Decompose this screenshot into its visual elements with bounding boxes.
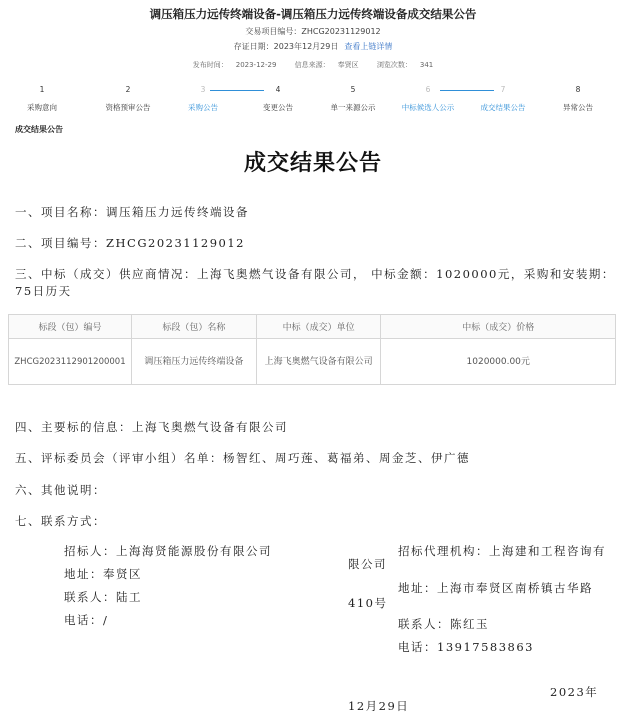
buyer-name: 招标人：上海海贤能源股份有限公司 (64, 544, 272, 558)
step-result-notice[interactable]: 7 成交结果公告 (480, 85, 526, 112)
project-code-value: ZHCG20231129012 (301, 27, 381, 36)
item-other-notes: 六、其他说明： (15, 483, 106, 497)
buyer-contact: 联系人：陆工 (64, 590, 142, 604)
step-change-notice[interactable]: 4 变更公告 (263, 85, 293, 112)
award-table (8, 314, 616, 385)
step-single-source[interactable]: 5 单一来源公示 (330, 85, 376, 112)
project-code-line (0, 26, 626, 37)
item-main-target: 四、主要标的信息：上海飞奥燃气设备有限公司 (15, 420, 288, 434)
agency-address: 地址：上海市奉贤区南桥镇古华路 (398, 581, 593, 595)
item-project-code: 二、项目编号：ZHCG20231129012 (15, 236, 245, 250)
item-project-name: 一、项目名称：调压箱压力远传终端设备 (15, 205, 249, 219)
step-purchase-intent[interactable]: 1 采购意向 (27, 85, 57, 112)
step-prequalification[interactable]: 2 资格预审公告 (105, 85, 151, 112)
date-year: 2023年 (550, 685, 599, 699)
publish-info-line (0, 60, 626, 70)
agency-phone: 电话：13917583863 (398, 640, 534, 654)
cell-winner: 上海飞奥燃气设备有限公司 (256, 339, 381, 385)
col-lot-name: 标段（包）名称 (131, 315, 256, 339)
item-supplier-info: 三、中标（成交）供应商情况：上海飞奥燃气设备有限公司， 中标金额：1020000元，采购和安装期：75日历天 (15, 267, 615, 298)
cell-lot-name: 调压箱压力远传终端设备 (131, 339, 256, 385)
publish-info: 发布时间： 2023-12-29 (192, 61, 277, 69)
project-code-label: 交易项目编号： (245, 27, 302, 36)
step-procurement-notice[interactable]: 3 采购公告 (188, 85, 218, 112)
table-row (9, 339, 616, 385)
date-month-day: 12月29日 (348, 699, 410, 713)
agency-name-tail: 限公司 (348, 557, 387, 571)
col-winner: 中标（成交）单位 (256, 315, 381, 339)
source-info: 信息来源： 奉贤区 (294, 61, 359, 69)
archive-line (0, 41, 626, 52)
page-title: 调压箱压力远传终端设备-调压箱压力远传终端设备成交结果公告 (149, 7, 477, 21)
item-contact-heading: 七、联系方式： (15, 514, 106, 528)
section-tag: 成交结果公告 (15, 125, 63, 134)
cell-price: 1020000.00元 (381, 339, 616, 385)
archive-date: 2023年12月29日 (273, 42, 339, 51)
agency-name: 招标代理机构：上海建和工程咨询有 (398, 544, 606, 558)
chain-detail-link[interactable]: 查看上链详情 (344, 42, 393, 51)
step-exception-notice[interactable]: 8 异常公告 (563, 85, 593, 112)
agency-contact: 联系人：陈红玉 (398, 617, 489, 631)
agency-address-tail: 410号 (348, 596, 388, 610)
col-price: 中标（成交）价格 (381, 315, 616, 339)
archive-label: 存证日期： (233, 42, 274, 51)
col-lot-number: 标段（包）编号 (9, 315, 132, 339)
cell-lot-number: ZHCG2023112901200001 (9, 339, 132, 385)
views-info: 浏览次数： 341 (376, 61, 434, 69)
item-committee: 五、评标委员会（评审小组）名单：杨智红、周巧莲、葛福弟、周金芝、伊广德 (15, 451, 470, 465)
step-candidate-notice[interactable]: 6 中标候选人公示 (401, 85, 455, 112)
process-steps (0, 84, 626, 116)
buyer-phone: 电话：/ (64, 613, 109, 627)
table-header-row (9, 315, 616, 339)
document-title: 成交结果公告 (243, 150, 382, 176)
buyer-address: 地址：奉贤区 (64, 567, 142, 581)
